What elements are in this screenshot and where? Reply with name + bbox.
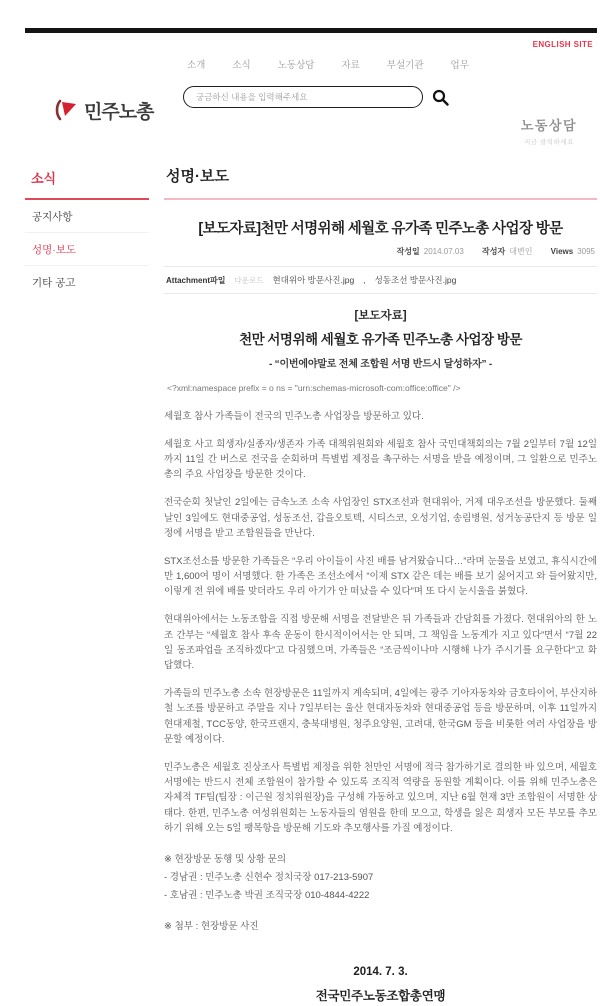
meta-author-label: 작성자: [482, 247, 506, 256]
paragraph: 전국순회 첫날인 2일에는 금속노조 소속 사업장인 STX조선과 현대위아, 거제 대우조선을 방문했다. 둘째 날인 3일에도 현대중공업, 성동조선, 갑을오토텍, 시티스코, 오성기업, 송림병원, 성거농공단지 등 방문 일정에 서명을 받고 조합원들을 만난다.: [164, 497, 597, 539]
search-box: [183, 86, 423, 108]
main: [25, 162, 597, 1006]
paragraph: 민주노총은 세월호 진상조사 특별법 제정을 위한 천만인 서명에 적극 참가하기로 결의한 바 있으며, 세월호 서명에는 반드시 전체 조합원이 참가할 수 있도록 조직적 역량을 동원할 계획이다. 이를 위해 민주노총은 자체적 TF팀(팀장 : 이근원 정치위원장)을 구성해 가동하고 있으며, 지난 6월 현재 3만 조합원이 서명한 상태다. 한편, 민주노총 여성위원회는 노동자들의 염원을 한데 모으고, 학생을 잃은 희생자 모든 부모를 추모하기 위해 오는 5일 팽목항을 방문해 기도와 추모행사를 가질 예정이다.: [164, 761, 597, 834]
search-input[interactable]: [194, 91, 412, 103]
nav-item-about[interactable]: 소개: [187, 60, 206, 71]
main-nav: [183, 53, 501, 71]
paragraph: 가족들의 민주노총 소속 현장방문은 11일까지 계속되며, 4일에는 광주 기아자동차와 금호타이어, 부산지하철 노조를 방문하고 주말을 지나 7일부터는 울산 현대자동차와 현대중공업 등을 방문하며, 이후 11일까지 현대제철, TCC동양, 한국프랜지, 충북대병원, 청주요양원, 고려대, 한국GM 등을 비롯한 여러 사업장을 방문할 예정이다.: [164, 688, 597, 745]
meta-views-value: 3095: [577, 247, 595, 256]
nav-item-archive[interactable]: 자료: [341, 60, 360, 71]
contact-heading: ※ 현장방문 동행 및 상황 문의: [164, 853, 287, 865]
post-meta: [166, 246, 595, 257]
sidebar-item-statements[interactable]: 성명·보도: [25, 233, 149, 266]
xml-artifact: <?xml:namespace prefix = o ns = "urn:schemas-microsoft-com:office:office" />: [167, 382, 461, 393]
logo-text: 민주노총: [84, 102, 154, 123]
kctu-flag-icon: [53, 99, 77, 123]
sidebar: [25, 162, 157, 1006]
english-site-link[interactable]: ENGLISH SITE: [532, 40, 593, 49]
signature-date: 2014. 7. 3.: [353, 965, 408, 978]
signature-block: [164, 963, 597, 1006]
counsel-subtitle: 지금 클릭하세요: [524, 139, 574, 146]
nav-item-work[interactable]: 업무: [450, 60, 469, 71]
contact-notice: [164, 852, 597, 904]
paragraph: 세월호 참사 가족들이 전국의 민주노총 사업장을 방문하고 있다.: [164, 410, 424, 422]
article-headline: 천만 서명위해 세월호 유가족 민주노총 사업장 방문: [239, 332, 522, 348]
counsel-title: 노동상담: [520, 118, 578, 133]
section-title: 성명·보도: [166, 168, 229, 185]
meta-views-label: Views: [550, 247, 574, 256]
article-subhead: - “이번에야말로 전체 조합원 서명 반드시 달성하자” -: [268, 358, 493, 370]
paragraph: 세월호 사고 희생자/실종자/생존자 가족 대책위원회와 세월호 참사 국민대책회의는 7월 2일부터 7월 12일까지 11일 간 버스로 전국을 순회하며 특별법 제정을 촉구하는 서명을 받을 예정이며, 그 일환으로 민주노총의 주요 사업장을 방문한 것이다.: [164, 438, 597, 481]
search-icon[interactable]: [432, 89, 449, 106]
paragraph: 현대위아에서는 노동조합을 직접 방문해 서명을 전달받은 뒤 가족들과 간담회를 가졌다. 현대위아의 한 노조 간부는 “세월호 참사 후속 운동이 한시적이어서는 안 되며, 그 책임을 노동계가 지고 있다”면서 “7월 22일 동조파업을 조직하겠다”고 다짐했으며, 가족들은 “조금씩이나마 시행해 나가 주시기를 요구한다”고 화답했다.: [164, 614, 597, 672]
labor-counsel-banner[interactable]: [501, 115, 597, 146]
article-body: [164, 307, 597, 1006]
attachment-download-label[interactable]: 다운로드: [234, 275, 264, 285]
meta-author-value: 대변인: [509, 247, 533, 256]
contact-line-gyeongnam: - 경남권 : 민주노총 신현수 정치국장 017-213-5907: [164, 872, 374, 884]
section-rule: [164, 198, 597, 200]
attachment-file-1[interactable]: 현대위아 방문사진.jpg: [272, 275, 355, 285]
contact-line-honam: - 호남권 : 민주노총 박권 조직국장 010-4844-4222: [164, 890, 370, 902]
attachment-note: ※ 첨부 : 현장방문 사진: [164, 921, 259, 933]
signature-org: 전국민주노동조합총연맹: [315, 989, 446, 1004]
header: [25, 53, 597, 146]
search-row: [183, 86, 501, 108]
nav-item-affiliates[interactable]: 부설기관: [386, 60, 424, 71]
paragraph: STX조선소를 방문한 가족들은 “우리 아이들이 사진 배를 남겨왔습니다…”라며 눈물을 보였고, 휴식시간에만 1,600여 명이 서명했다. 한 가족은 조선소에서 “이제 STX 같은 데는 배를 보기 싫어지고 와 들어왔지만, 이렇게 전 위에 배를 맞더라도 우리 아기가 안 떠났을 수 있다”며 또 다시 눈시울을 붉혔다.: [164, 555, 597, 598]
attachment-row: [164, 266, 597, 294]
meta-date-label: 작성일: [396, 247, 420, 256]
nav-item-news[interactable]: 소식: [232, 60, 251, 71]
logo[interactable]: [25, 75, 177, 146]
attachment-label: Attachment파일: [166, 275, 226, 285]
sidebar-item-etc[interactable]: 기타 공고: [32, 277, 76, 289]
attachment-file-2[interactable]: 성동조선 방문사진.jpg: [374, 275, 457, 285]
attachment-separator: ,: [363, 275, 366, 285]
content: [157, 162, 597, 1006]
meta-date-value: 2014.07.03: [423, 247, 464, 256]
nav-item-counsel[interactable]: 노동상담: [277, 60, 315, 71]
sidebar-item-notice[interactable]: 공지사항: [25, 200, 149, 233]
post-title: [보도자료]천만 서명위해 세월호 유가족 민주노총 사업장 방문: [198, 221, 563, 237]
article-tag: [보도자료]: [354, 310, 407, 322]
sidebar-title: 소식: [31, 171, 57, 186]
header-middle: [177, 53, 501, 146]
